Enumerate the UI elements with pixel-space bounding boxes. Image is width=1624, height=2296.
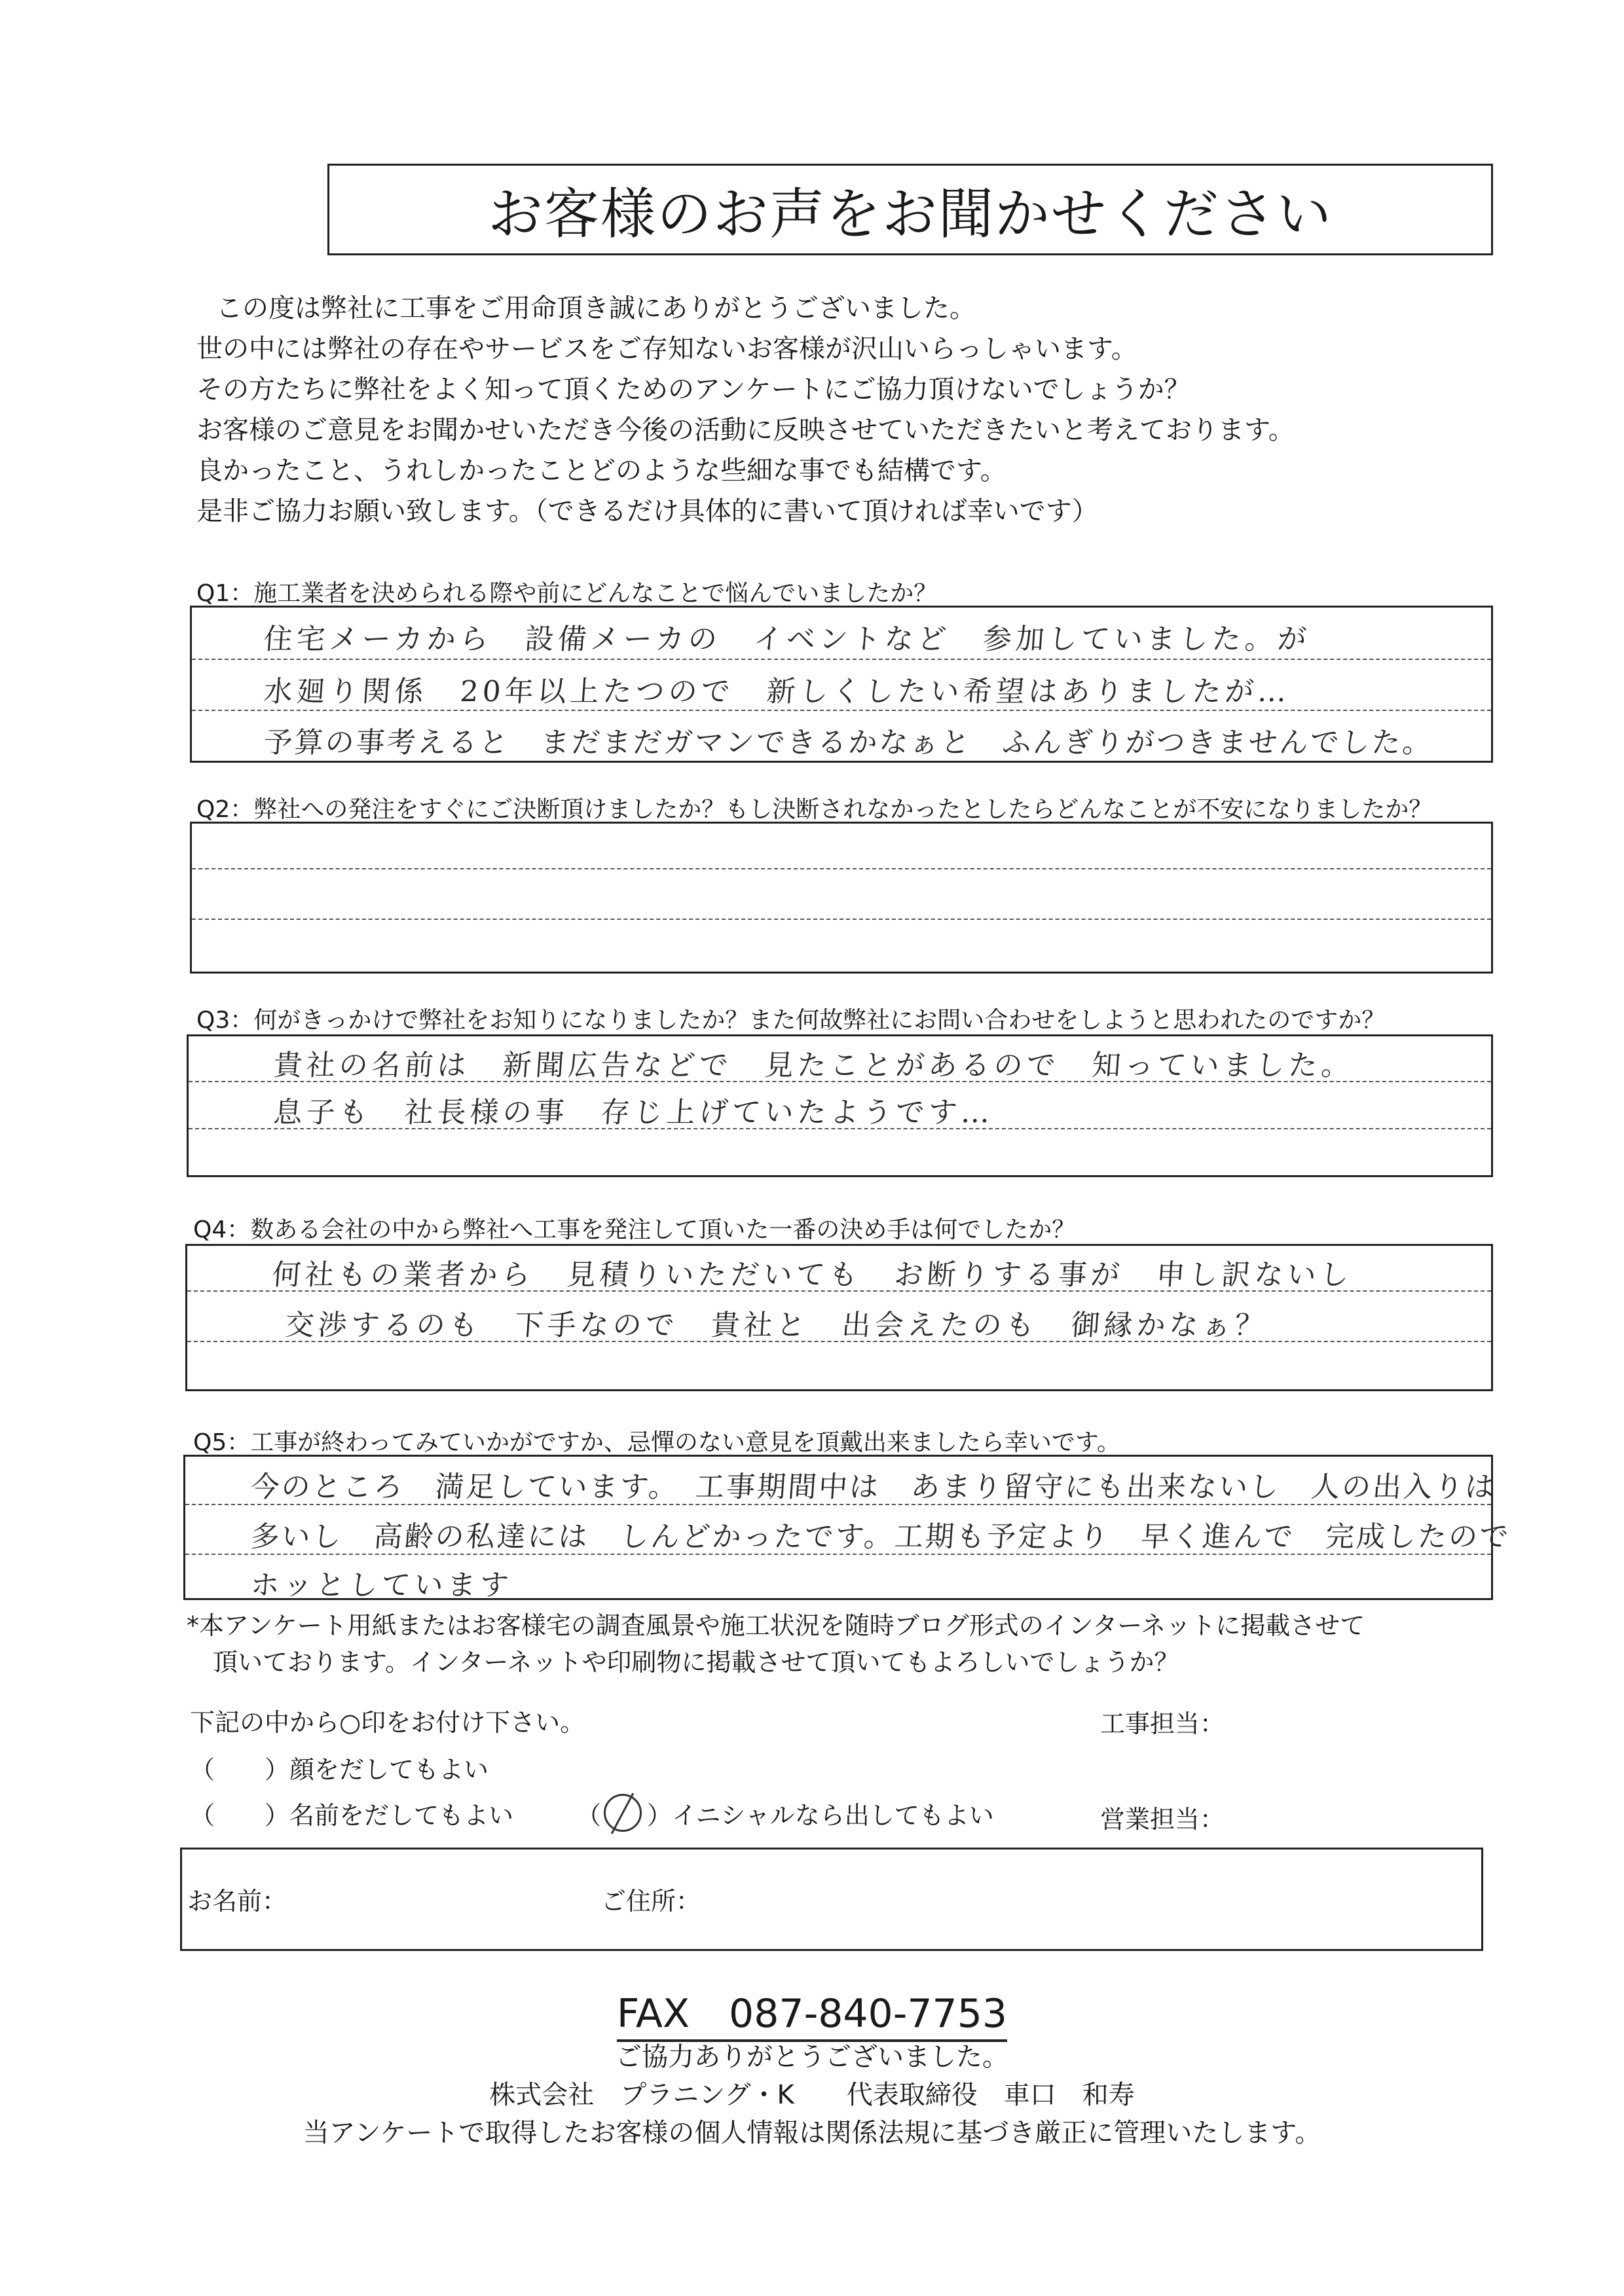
intro-line: この度は弊社に工事をご用命頂き誠にありがとうございました。 [216, 293, 976, 323]
company-info: 株式会社 プラニング・K 代表取締役 車口 和寿 [489, 2080, 1135, 2110]
sales-staff-label[interactable]: 営業担当： [1100, 1805, 1225, 1834]
intro-text [196, 288, 1506, 532]
intro-line: お客様のご意見をお聞かせいただき今後の活動に反映させていただきたいと考えております。 [196, 415, 1295, 445]
question-3-label: Q3：何がきっかけで弊社をお知りになりましたか？また何故弊社にお問い合わせをしようと思われたのですか？ [196, 1007, 1386, 1034]
answer-rule [192, 659, 1491, 660]
address-label: ご住所： [601, 1887, 701, 1916]
handwritten-answer: 予算の事考えると まだまだガマンできるかなぁと ふんぎりがつきませんでした。 [262, 726, 1435, 759]
option-face[interactable]: （ ）顔をだしてもよい [190, 1755, 489, 1784]
intro-line: 世の中には弊社の存在やサービスをご存知ないお客様が沢山いらっしゃいます。 [196, 334, 1137, 364]
handwritten-answer: 何社もの業者から 見積りいただいても お断りする事が 申し訳ないし [270, 1258, 1354, 1292]
question-1-label: Q1：施工業者を決められる際や前にどんなことで悩んでいましたか？ [196, 580, 938, 607]
option-name[interactable]: （ ）名前をだしてもよい [190, 1801, 514, 1830]
construction-staff-label[interactable]: 工事担当： [1100, 1709, 1225, 1738]
publication-notice [187, 1607, 1496, 1681]
circled-check-icon [604, 1794, 642, 1832]
handwritten-answer: 今のところ 満足しています。 工事期間中は あまり留守にも出来ないし 人の出入りは [249, 1470, 1497, 1504]
handwritten-answer: 息子も 社長様の事 存じ上げていたようです… [272, 1096, 995, 1129]
option-initial-open: （ [576, 1801, 602, 1830]
consent-instruction: 下記の中から○印をお付け下さい。 [190, 1708, 585, 1737]
thanks-text: ご協力ありがとうございました。 [616, 2042, 1008, 2072]
fax-text: FAX 087-840-7753 [617, 1991, 1007, 2042]
question-2-label: Q2：弊社への発注をすぐにご決断頂けましたか？もし決断されなかったとしたらどんなことが不安になりましたか？ [196, 796, 1433, 823]
handwritten-answer: 交渉するのも 下手なので 貴社と 出会えたのも 御縁かなぁ？ [284, 1309, 1269, 1342]
contact-box[interactable] [180, 1848, 1483, 1951]
question-2-answer-box[interactable] [190, 822, 1493, 974]
handwritten-answer: 住宅メーカから 設備メーカの イベントなど 参加していました。が [262, 623, 1312, 656]
question-5-label: Q5：工事が終わってみていかがですか、忌憚のない意見を頂戴出来ましたら幸いです。 [193, 1429, 1121, 1456]
option-initial[interactable] [576, 1795, 994, 1831]
option-initial-label: ）イニシャルなら出してもよい [647, 1801, 994, 1830]
question-5-answer-box[interactable] [183, 1455, 1511, 1602]
name-label: お名前： [187, 1887, 287, 1916]
page-title: お客様のお声をお聞かせください [327, 164, 1493, 255]
handwritten-answer: ホッとしています [249, 1569, 514, 1602]
intro-line: 是非ご協力お願い致します。（できるだけ具体的に書いて頂ければ幸いです） [196, 496, 1098, 526]
question-3-answer-box[interactable] [187, 1034, 1493, 1177]
answer-rule [192, 710, 1491, 711]
notice-line: *本アンケート用紙またはお客様宅の調査風景や施工状況を随時ブログ形式のインターネットに掲載させて [187, 1611, 1365, 1640]
fax-number [0, 1982, 1624, 2039]
privacy-notice: 当アンケートで取得したお客様の個人情報は関係法規に基づき厳正に管理いたします。 [303, 2118, 1321, 2148]
handwritten-answer: 多いし 高齢の私達には しんどかったです。工期も予定より 早く進んで 完成したので [249, 1520, 1511, 1554]
question-4-answer-box[interactable] [185, 1244, 1493, 1391]
answer-rule [192, 919, 1491, 920]
question-1-answer-box[interactable] [190, 606, 1493, 763]
intro-line: 良かったこと、うれしかったことどのような些細な事でも結構です。 [196, 456, 1006, 486]
intro-line: その方たちに弊社をよく知って頂くためのアンケートにご協力頂けないでしょうか？ [196, 374, 1190, 405]
answer-rule [192, 868, 1491, 869]
notice-line: 頂いております。インターネットや印刷物に掲載させて頂いてもよろしいでしょうか？ [213, 1648, 1179, 1677]
question-4-label: Q4：数ある会社の中から弊社へ工事を発注して頂いた一番の決め手は何でしたか？ [193, 1216, 1076, 1243]
handwritten-answer: 貴社の名前は 新聞広告などで 見たことがあるので 知っていました。 [272, 1049, 1356, 1082]
handwritten-answer: 水廻り関係 20年以上たつので 新しくしたい希望はありましたが… [262, 675, 1292, 708]
